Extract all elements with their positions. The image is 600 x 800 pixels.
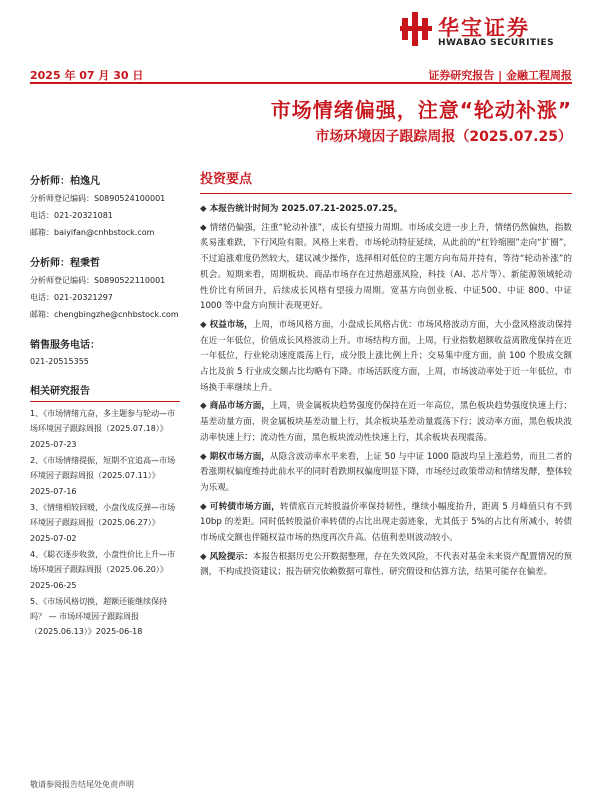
bullet-icon: ◆ (200, 401, 207, 412)
risk-paragraph (200, 550, 572, 581)
related-report-item[interactable]: 1、《市场情绪亢奋，多主题参与轮动—市场环境因子跟踪周报（2025.07.18）》 (30, 409, 176, 433)
stat-period-text: 本报告统计时间为 2025.07.21-2025.07.25。 (209, 204, 403, 214)
analyst-email[interactable]: 邮箱：baiyifan@cnhbstock.com (30, 228, 155, 237)
analyst-cert: 分析师登记编码：S0890524100001 (30, 194, 166, 203)
bullet-icon: ◆ (200, 204, 207, 214)
risk-text: 本报告根据历史公开数据整理，存在失效风险，不代表对基金未来资产配置情况的预测，不构成投资建议；报告研究依赖数据可靠性、研究假设和估算方法，结果可能存在偏差。 (200, 551, 572, 578)
left-sidebar (30, 172, 180, 640)
related-report-item[interactable]: 4、《聪衣逐步收敛，小盘性价比上升—市场环境因子跟踪周报（2025.06.20）》 (30, 550, 176, 574)
investment-highlights-heading: 投资要点 (200, 168, 572, 194)
bullet-icon: ◆ (200, 222, 207, 233)
analyst-phone: 电话：021-20321081 (30, 211, 113, 220)
related-report-item[interactable]: 5、《市场风格切换，超额还能继续保持吗？ — 市场环境因子跟踪周报（2025.06.13）》2025-06-18 (30, 597, 168, 636)
commodity-paragraph (200, 399, 572, 446)
sales-phone: 021-20515355 (30, 357, 89, 366)
logo-chinese-name: 华宝证券 (438, 16, 530, 40)
convertible-text: 转债底百元转股溢价率保持韧性，继续小幅度抬升，距离 5 月峰值只有不到 10bp 的差距。同时低转股溢价率转债的占比出现走弱迹象，尤其低于 5%的占比有所减小，转债市场成交额也伴随权益市场的热度再次升高。估值利差则波动较小。 (200, 501, 572, 544)
commodity-lead: 商品市场方面， (209, 401, 271, 412)
convertible-paragraph (200, 500, 572, 547)
report-type: 证券研究报告 | 金融工程周报 (428, 69, 572, 82)
disclaimer-footer: 敬请参阅报告结尾处免责声明 (30, 780, 134, 789)
related-report-date: 2025-07-23 (30, 440, 77, 449)
date-bar (30, 66, 572, 84)
equity-text: 上周，市场风格方面，小盘成长风格占优：市场风格波动方面，大小盘风格波动保持在近一年低位，价值成长风格波动上升。市场结构方面，上周，行业指数超额收益离散度保持在近一年低位，行业轮动速度震荡上行，成分股上涨比例上升；交易集中度方面，前 100 个股成交额占比及前 5 行业成交额占比均略有下降。市场活跃度方面，上周，市场波动率处于近一年低位，市场换手率继续上升。 (200, 319, 572, 393)
sales-title: 销售服务电话： (30, 340, 100, 351)
equity-paragraph (200, 318, 572, 397)
equity-lead: 权益市场， (209, 319, 253, 330)
options-paragraph (200, 450, 572, 497)
related-report-date: 2025-06-25 (30, 581, 77, 590)
analyst-name: 分析师：柏逸凡 (30, 176, 100, 187)
analyst-email[interactable]: 邮箱：chengbingzhe@cnhbstock.com (30, 310, 179, 319)
options-text: 从隐含波动率水平来看，上证 50 与中证 1000 隐波均呈上涨趋势，而且二者的看涨期权偏度维持此前水平的同时看跌期权偏度明显下降，市场经过政策带动和情绪发酵，整体较为乐观。 (200, 451, 573, 493)
company-logo (400, 10, 560, 50)
analyst-phone: 电话：021-20321297 (30, 293, 113, 302)
commodity-text: 上周，贵金属板块趋势强度仍保持在近一年高位，黑色板块趋势强度快速上行；基差动量方面，贵金属板块基差动量上行，其余板块基差动量震荡下行；波动率方面，黑色板块波动率快速上行；流动性方面，黑色板块流动性快速上行，其余板块表现震荡。 (200, 401, 572, 443)
logo-english-name: HWABAO SECURITIES (438, 38, 555, 48)
bullet-icon: ◆ (200, 501, 207, 512)
risk-lead: 风险提示： (209, 551, 253, 562)
bullet-icon: ◆ (200, 451, 207, 462)
analyst-cert: 分析师登记编码：S0890522110001 (30, 276, 166, 285)
analyst-name: 分析师：程秉哲 (30, 258, 100, 269)
related-reports-heading: 相关研究报告 (30, 382, 180, 402)
analyst-block (30, 254, 180, 320)
related-report-date: 2025-07-16 (30, 487, 77, 496)
related-report-item[interactable]: 3、《情绪相较回暖，小盘伐成反弹—市场环境因子跟踪周报（2025.06.27）》 (30, 503, 176, 527)
related-report-date: 2025-07-02 (30, 534, 77, 543)
hwabao-logo-icon (400, 10, 434, 48)
analyst-block (30, 172, 180, 238)
date-bar-rule (30, 82, 572, 84)
summary-paragraph (200, 221, 572, 315)
related-report-item[interactable]: 2、《市场情绪提振，短期不宜追高—市场环境因子跟踪周报（2025.07.11）》 (30, 456, 176, 480)
bullet-icon: ◆ (200, 319, 207, 330)
convertible-lead: 可转债市场方面， (209, 501, 281, 512)
report-date: 2025 年 07 月 30 日 (30, 69, 144, 82)
investment-highlights (200, 168, 572, 584)
bullet-icon: ◆ (200, 551, 207, 562)
options-lead: 期权市场方面， (209, 451, 270, 462)
main-title: 市场情绪偏强，注意“轮动补涨” (270, 98, 572, 122)
stat-period-paragraph (200, 202, 572, 218)
summary-text: 情绪仍偏强，注重“轮动补涨”，成长有望接力周期。市场成交进一步上升，情绪仍然偏热，指数炙易涨难跌，下行风险有限。风格上来看，市场轮动特征延续，从此前的“杠铃缩圈”走向“扩圈”，不过追涨难度仍然较大，建议减少操作，选择相对低位的主题方向布局并持有，等待“轮动补涨”的机会。短期来看，周期板块、商品市场存在过热超涨风险，科技（AI、芯片等）、新能源领域轮动性价比有所回升，后续成长风格有望接力周期。宽基方向创业板、中证500、中证 800、中证 1000 等中盘方向预计表现更好。 (200, 222, 573, 312)
sub-title: 市场环境因子跟踪周报（2025.07.25） (315, 129, 572, 145)
